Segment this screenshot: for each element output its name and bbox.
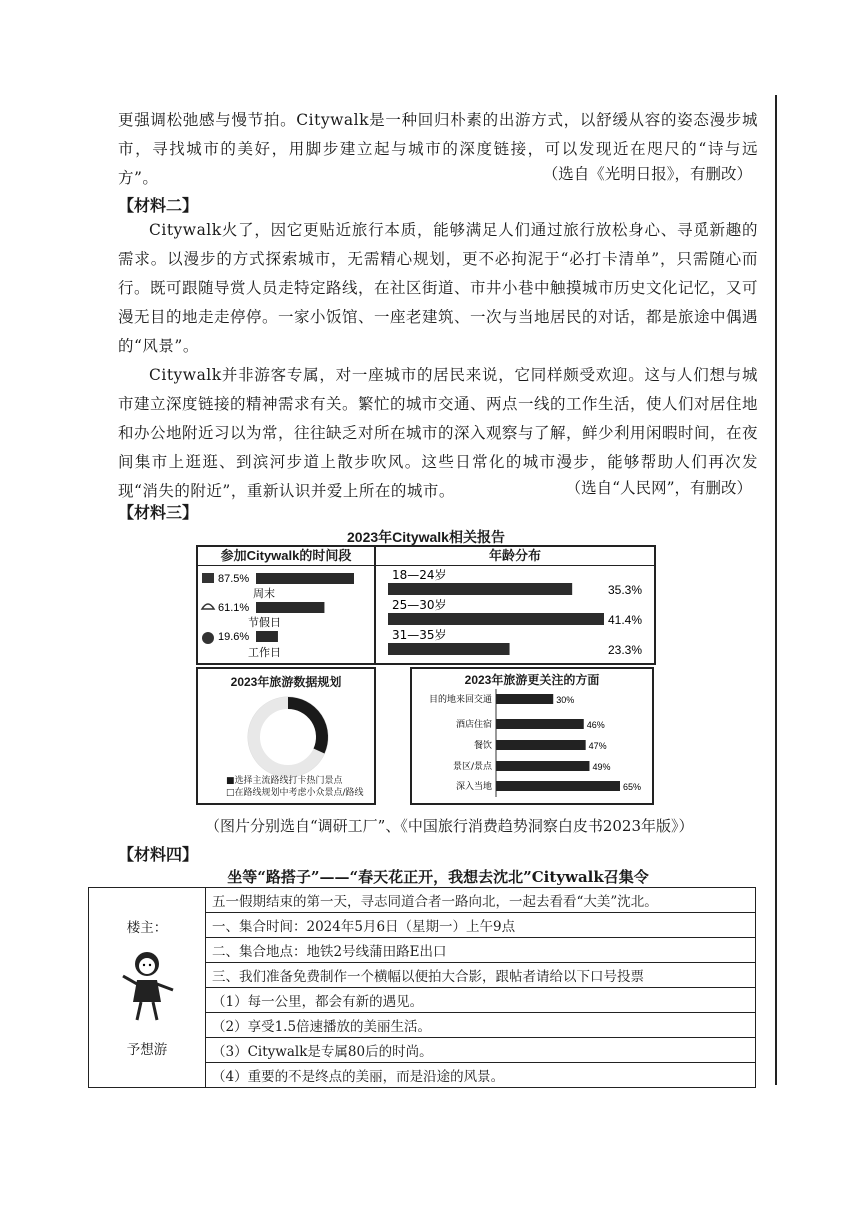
age-bar-1	[388, 583, 572, 595]
material4-heading: 【材料四】	[118, 845, 199, 864]
travel-focus-panel	[410, 667, 654, 805]
focus-label-3: 餐饮	[473, 741, 492, 751]
focus-bar-2	[496, 719, 584, 729]
notice-row-6: （2）享受1.5倍速播放的美丽生活。	[206, 1013, 756, 1038]
notice-row-8: （4）重要的不是终点的美丽，而是沿途的风景。	[206, 1063, 756, 1088]
material3-heading: 【材料三】	[118, 503, 199, 522]
donut-dark-segment	[288, 703, 322, 751]
age-pct-3: 23.3%	[608, 643, 643, 657]
material2-paragraph-1: Citywalk火了，因它更贴近旅行本质，能够满足人们通过旅行放松身心、寻觅新趣的需求。以漫步的方式探索城市，无需精心规划，更不必拘泥于“必打卡清单”，只需随心而行。既可跟随导赏人员走特定路线，在社区街道、市井小巷中触摸城市历史文化记忆，又可漫无目的地走走停停。一家小饭馆、一座老建筑、一次与当地居民的对话，都是旅途中偶遇的“风景”。	[118, 221, 759, 355]
page-right-border	[775, 95, 777, 1085]
focus-bar-4	[496, 761, 589, 771]
focus-pct-5: 65%	[623, 782, 642, 792]
age-label-2: 25—30岁	[392, 598, 447, 612]
time-bar-2	[256, 602, 324, 613]
donut-legend-1: ■选择主流路线打卡热门景点	[226, 776, 343, 786]
donut-legend-2: □在路线规划中考虑小众景点/路线	[226, 788, 364, 798]
age-label-3: 31—35岁	[392, 628, 447, 642]
calendar-icon	[202, 573, 214, 583]
material2-source: （选自“人民网”，有删改）	[565, 479, 752, 497]
notice-row-2: 一、集合时间：2024年5月6日（星期一）上午9点	[206, 913, 756, 938]
time-label-3: 工作日	[248, 646, 281, 659]
notice-row-1: 五一假期结束的第一天，寻志同道合者一路向北，一起去看看“大美”沈北。	[206, 888, 756, 913]
age-pct-2: 41.4%	[608, 613, 643, 627]
host-cell	[89, 888, 206, 1088]
notice-row-4: 三、我们准备免费制作一个横幅以便拍大合影，跟帖者请给以下口号投票	[206, 963, 756, 988]
time-label-1: 周末	[253, 587, 275, 600]
age-distribution-panel	[374, 545, 656, 665]
age-label-1: 18—24岁	[392, 568, 447, 582]
material2-heading: 【材料二】	[118, 196, 199, 215]
globe-icon	[202, 632, 214, 644]
focus-bar-3	[496, 740, 586, 750]
age-bar-2	[388, 613, 604, 625]
age-pct-1: 35.3%	[608, 583, 643, 597]
time-bar-1	[256, 573, 354, 584]
notice-row-7: （3）Citywalk是专属80后的时尚。	[206, 1038, 756, 1063]
notice-row-3: 二、集合地点：地铁2号线蒲田路E出口	[206, 938, 756, 963]
travel-focus-chart	[412, 669, 652, 803]
time-bar-3	[256, 631, 278, 642]
age-bar-3	[388, 643, 510, 655]
age-panel-title: 年龄分布	[376, 547, 654, 566]
chart-caption: （图片分别选自“调研工厂”、《中国旅行消费趋势洞察白皮书2023年版》）	[205, 817, 694, 835]
focus-bar-5	[496, 781, 620, 791]
time-pct-1: 87.5%	[218, 573, 250, 585]
material1-source: （选自《光明日报》，有删改）	[542, 165, 752, 183]
time-pct-2: 61.1%	[218, 602, 250, 614]
notice-row-5: （1）每一公里，都会有新的遇见。	[206, 988, 756, 1013]
travel-plan-panel	[196, 667, 376, 805]
focus-pct-3: 47%	[588, 741, 607, 751]
report-title: 2023年Citywalk相关报告	[347, 529, 505, 545]
time-period-chart	[198, 567, 374, 663]
time-panel-title: 参加Citywalk的时间段	[198, 547, 374, 566]
girl-avatar-icon	[115, 946, 179, 1026]
time-pct-3: 19.6%	[218, 631, 250, 643]
focus-panel-title: 2023年旅游更关注的方面	[464, 673, 600, 687]
material2-paragraph-2: Citywalk并非游客专属，对一座城市的居民来说，它同样颇受欢迎。这与人们想与城市建立深度链接的精神需求有关。繁忙的城市交通、两点一线的工作生活，使人们对居住地和办公地附近习以为常，往往缺乏对所在城市的深入观察与了解，鲜少利用闲暇时间，在夜间集市上逛逛、到滨河步道上散步吹风。这些日常化的城市漫步，能够帮助人们再次发现“消失的附近”，重新认识并爱上所在的城市。	[118, 366, 759, 500]
focus-pct-1: 30%	[556, 695, 575, 705]
donut-panel-title: 2023年旅游数据规划	[230, 675, 342, 689]
notice-table	[88, 887, 756, 1088]
host-label: 楼主：	[126, 920, 168, 936]
focus-label-5: 深入当地	[455, 782, 492, 792]
material1-text: 更强调松弛感与慢节拍。Citywalk是一种回归朴素的出游方式，以舒缓从容的姿态漫步城市，寻找城市的美好，用脚步建立起与城市的深度链接，可以发现近在咫尺的“诗与远方”。	[118, 111, 758, 187]
focus-bar-1	[496, 694, 553, 704]
time-period-panel	[196, 545, 376, 665]
notice-title: 坐等“路搭子”——“春天花正开，我想去沈北”Citywalk召集令	[227, 868, 649, 886]
focus-pct-4: 49%	[592, 762, 611, 772]
age-distribution-chart	[376, 567, 654, 663]
focus-pct-2: 46%	[586, 720, 605, 730]
focus-label-2: 酒店住宿	[455, 720, 492, 730]
time-label-2: 节假日	[248, 616, 281, 629]
focus-label-4: 景区/景点	[452, 762, 492, 772]
host-name: 予想游	[126, 1042, 168, 1058]
focus-label-1: 目的地来回交通	[428, 695, 492, 705]
umbrella-icon	[202, 604, 214, 609]
